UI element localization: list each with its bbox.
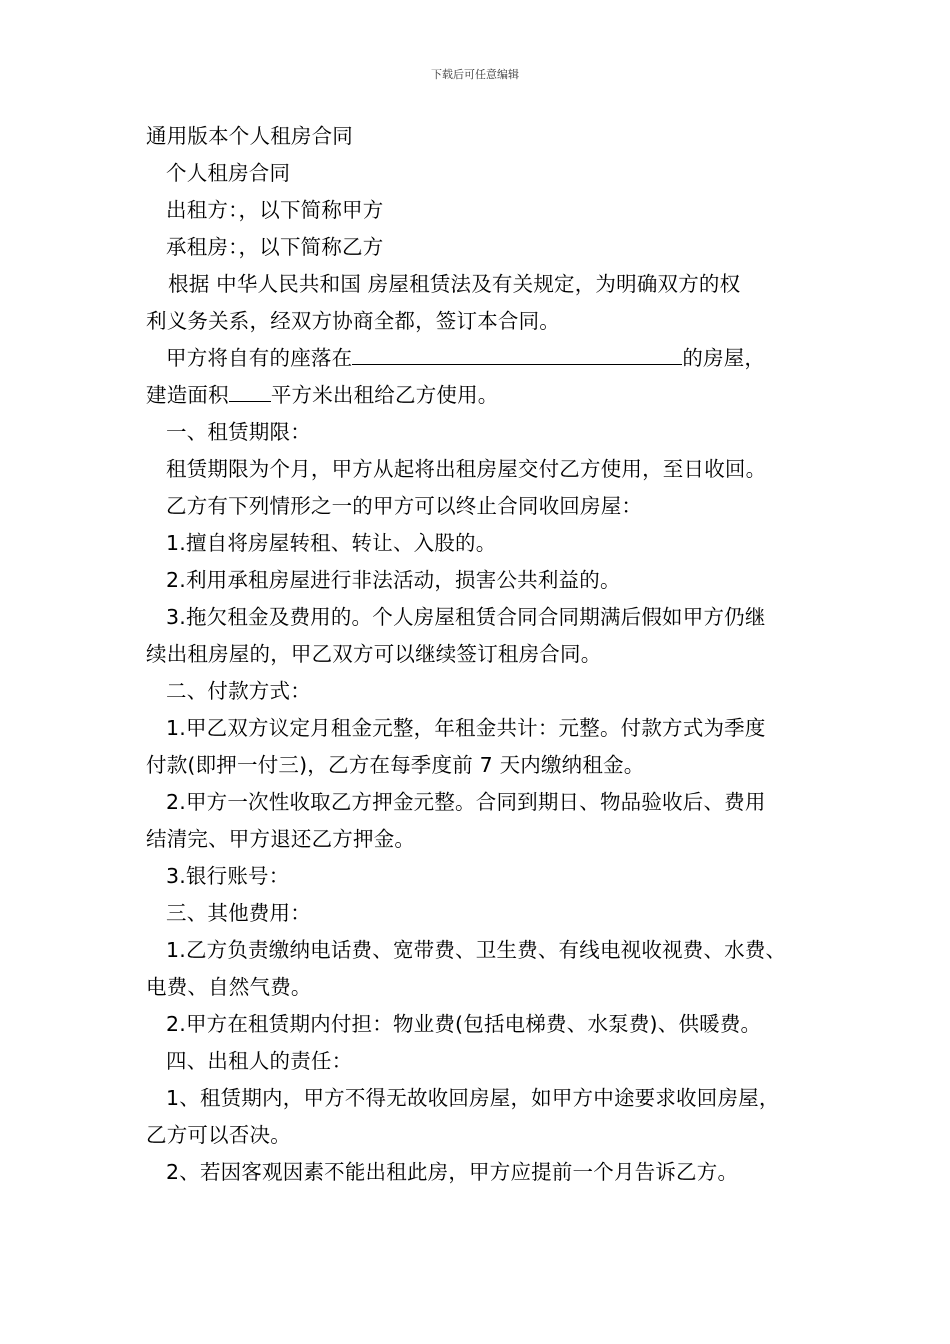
page-header-note: 下载后可任意编辑 <box>431 68 519 81</box>
section-2-item-1b: 付款(即押一付三)，乙方在每季度前 7 天内缴纳租金。 <box>146 753 645 777</box>
intro-line-1: 根据 中华人民共和国 房屋租赁法及有关规定，为明确双方的权 <box>168 272 741 296</box>
section-1-item-3b: 续出租房屋的，甲乙双方可以继续签订租房合同。 <box>146 642 602 666</box>
section-2-item-3: 3.银行账号： <box>166 864 290 888</box>
lessee-line: 承租房：，以下简称乙方 <box>166 235 384 259</box>
section-4-item-1a: 1、租赁期内，甲方不得无故收回房屋，如甲方中途要求收回房屋， <box>166 1086 780 1110</box>
area-line <box>146 377 826 414</box>
section-2-item-2a: 2.甲方一次性收取乙方押金元整。合同到期日、物品验收后、费用 <box>166 790 766 814</box>
document-title: 通用版本个人租房合同 <box>146 124 353 148</box>
section-2-title: 二、付款方式： <box>166 679 311 703</box>
contract-body <box>146 118 826 1191</box>
section-1-para-2: 乙方有下列情形之一的甲方可以终止合同收回房屋： <box>166 494 643 518</box>
document-subtitle: 个人租房合同 <box>166 161 291 185</box>
section-3-title: 三、其他费用： <box>166 901 311 925</box>
section-3-item-1b: 电费、自然气费。 <box>146 975 312 999</box>
section-1-item-1: 1.擅自将房屋转租、转让、入股的。 <box>166 531 497 555</box>
section-3-item-1a: 1.乙方负责缴纳电话费、宽带费、卫生费、有线电视收视费、水费、 <box>166 938 787 962</box>
property-text-a: 甲方将自有的座落在 <box>166 346 353 370</box>
section-1-item-2: 2.利用承租房屋进行非法活动，损害公共利益的。 <box>166 568 621 592</box>
section-4-title: 四、出租人的责任： <box>166 1049 353 1073</box>
section-2-item-1a: 1.甲乙双方议定月租金元整，年租金共计：元整。付款方式为季度 <box>166 716 766 740</box>
section-4-item-2: 2、若因客观因素不能出租此房，甲方应提前一个月告诉乙方。 <box>166 1160 739 1184</box>
property-text-b: 的房屋， <box>682 346 766 370</box>
section-2-item-2b: 结清完、甲方退还乙方押金。 <box>146 827 416 851</box>
area-blank <box>229 381 271 402</box>
area-text-b: 平方米出租给乙方使用。 <box>270 383 499 407</box>
section-3-item-2: 2.甲方在租赁期内付担：物业费(包括电梯费、水泵费)、供暖费。 <box>166 1012 762 1036</box>
property-location-line <box>146 340 826 377</box>
lessor-line: 出租方：，以下简称甲方 <box>166 198 384 222</box>
section-4-item-1b: 乙方可以否决。 <box>146 1123 291 1147</box>
section-1-title: 一、租赁期限： <box>166 420 311 444</box>
section-1-item-3a: 3.拖欠租金及费用的。个人房屋租赁合同合同期满后假如甲方仍继 <box>166 605 766 629</box>
area-text-a: 建造面积 <box>146 383 229 407</box>
section-1-para-1: 租赁期限为个月，甲方从起将出租房屋交付乙方使用，至日收回。 <box>166 457 767 481</box>
address-blank <box>352 344 682 365</box>
intro-line-2: 利义务关系，经双方协商全都，签订本合同。 <box>146 309 560 333</box>
